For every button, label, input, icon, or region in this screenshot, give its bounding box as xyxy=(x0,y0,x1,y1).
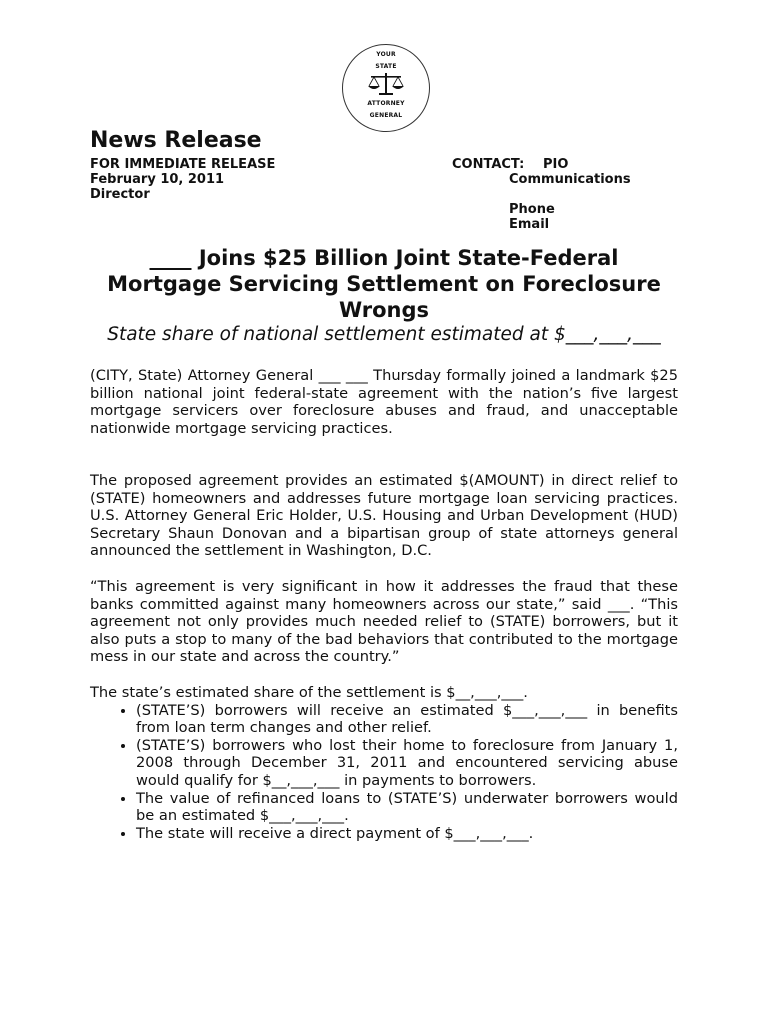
contact-email: Email xyxy=(509,217,550,232)
share-bullets xyxy=(90,702,678,843)
paragraph-intro: (CITY, State) Attorney General ___ ___ Thursday formally joined a landmark $25 billion national joint federal-state agreement with the nation’s five largest mortgage servicers over foreclosure abuses and fraud, and unacceptable nationwide mortgage servicing practices. xyxy=(90,367,678,437)
list-item: • (STATE’S) borrowers who lost their home to foreclosure from January 1, 2008 through December 31, 2011 and encountered servicing abuse would qualify for $__,___,___ in payments to borrowers. xyxy=(136,737,678,790)
seal-text: YOUR xyxy=(376,51,396,58)
paragraph-agreement: The proposed agreement provides an estimated $(AMOUNT) in direct relief to (STATE) homeowners and addresses future mortgage loan servicing practices. U.S. Attorney General Eric Holder, U.S. Housing and Urban Development (HUD) Secretary Shaun Donovan and a bipartisan group of state attorneys general announced the settlement in Washington, D.C. xyxy=(90,472,678,560)
seal-text: STATE xyxy=(375,63,397,70)
share-intro: The state’s estimated share of the settlement is $__,___,___. xyxy=(90,684,528,701)
release-type: FOR IMMEDIATE RELEASE xyxy=(90,157,276,172)
contact-name: PIO xyxy=(543,157,569,172)
paragraph-quote: “This agreement is very significant in how it addresses the fraud that these banks committed against many homeowners across our state,” said ___. “This agreement not only provides much needed relief to (STATE) borrowers, but it also puts a stop to many of the bad behaviors that contributed to the mortgage mess in our state and across the country.” xyxy=(90,578,678,666)
subtitle: State share of national settlement estimated at $___,___,___ xyxy=(107,324,661,345)
list-item: • The value of refinanced loans to (STATE’S) underwater borrowers would be an estimated $___,___,___. xyxy=(136,790,678,825)
attorney-general-seal xyxy=(342,44,430,132)
headline: ____ Joins $25 Billion Joint State-Federal Mortgage Servicing Settlement on Foreclosure Wrongs xyxy=(107,246,661,322)
contact-phone: Phone xyxy=(509,202,555,217)
contact-label: CONTACT: xyxy=(452,157,525,172)
page-title: News Release xyxy=(90,128,262,153)
list-item: • The state will receive a direct payment of $___,___,___. xyxy=(136,825,678,843)
seal-text: ATTORNEY xyxy=(367,100,405,107)
contact-communications: Communications xyxy=(509,172,631,187)
release-date: February 10, 2011 xyxy=(90,172,225,187)
scales-of-justice-icon xyxy=(367,72,405,96)
list-item: • (STATE’S) borrowers will receive an estimated $___,___,___ in benefits from loan term changes and other relief. xyxy=(136,702,678,737)
director-label: Director xyxy=(90,187,150,202)
share-section xyxy=(90,684,678,842)
seal-text: GENERAL xyxy=(369,112,403,119)
